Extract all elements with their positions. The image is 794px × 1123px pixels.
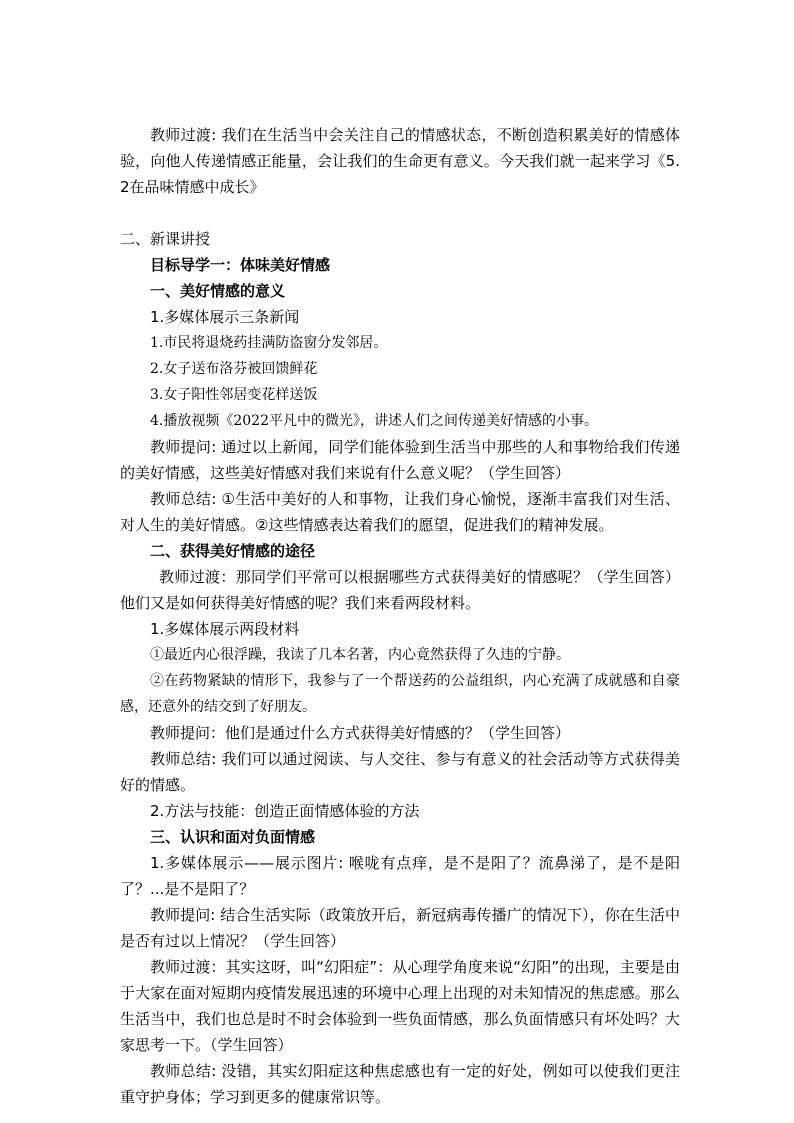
teacher-question-3: 教师提问: 结合生活实际（政策放开后，新冠病毒传播广的情况下），你在生活中是否有过以上情况？（学生回答） — [120, 906, 680, 950]
news-item-2: 2.女子送布洛芬被回馈鲜花 — [150, 361, 318, 377]
teacher-question-2: 教师提问：他们是通过什么方式获得美好情感的？（学生回答） — [150, 724, 571, 742]
multimedia-news-item: 1.多媒体展示三条新闻 — [150, 308, 300, 326]
news-item-1: 1.市民将退烧药挂满防盗窗分发邻居。 — [150, 335, 388, 351]
teacher-question-1: 教师提问: 通过以上新闻，同学们能体验到生活当中那些的人和事物给我们传递的美好情感，这些美好情感对我们来说有什么意义呢？（学生回答） — [120, 438, 680, 482]
material-1: ①最近内心很浮躁，我读了几本名著，内心竟然获得了久违的宁静。 — [150, 647, 570, 663]
teacher-transition-3: 教师过渡：其实这呀，叫“幻阳症”：从心理学角度来说“幻阳”的出现，主要是由于大家在面对短期内疫情发展迅速的环境中心理上出现的对未知情况的焦虑感。那么生活当中，我们也总是时不时会体验到一些负面情感，那么负面情感只有坏处吗？大家思考一下。（学生回答） — [120, 958, 680, 1054]
subheading-meaning: 一、美好情感的意义 — [150, 282, 286, 300]
top-margin — [120, 0, 680, 122]
news-item-3: 3.女子阳性邻居变花样送饭 — [150, 387, 318, 403]
multimedia-materials-item: 1.多媒体展示两段材料 — [150, 620, 300, 638]
teacher-summary-2: 教师总结: 我们可以通过阅读、与人交往、参与有意义的社会活动等方式获得美好的情感。 — [120, 750, 680, 794]
teacher-transition-intro: 教师过渡: 我们在生活当中会关注自己的情感状态，不断创造积累美好的情感体验，向他人传递情感正能量，会让我们的生命更有意义。今天我们就一起来学习《5.2在品味情感中成长》 — [120, 126, 680, 196]
multimedia-images-item: 1.多媒体展示——展示图片: 喉咙有点痒，是不是阳了？流鼻涕了，是不是阳了？...是不是阳了？ — [120, 854, 680, 898]
subheading-negative: 三、认识和面对负面情感 — [150, 828, 316, 846]
blank-line — [120, 200, 680, 226]
teacher-transition-2: 教师过渡：那同学们平常可以根据哪些方式获得美好的情感呢？（学生回答）他们又是如何获得美好情感的呢？我们来看两段材料。 — [120, 568, 680, 612]
subheading-ways: 二、获得美好情感的途径 — [150, 542, 316, 560]
teacher-summary-3: 教师总结: 没错，其实幻阳症这种焦虑感也有一定的好处，例如可以使我们更注重守护身体；学习到更多的健康常识等。 — [120, 1062, 680, 1106]
section-heading-new-lesson: 二、新课讲授 — [120, 230, 211, 248]
news-item-4: 4.播放视频《2022平凡中的微光》，讲述人们之间传递美好情感的小事。 — [150, 413, 598, 429]
document-page — [120, 0, 680, 1110]
methods-skills-item: 2.方法与技能：创造正面情感体验的方法 — [150, 802, 420, 820]
material-2: ②在药物紧缺的情形下，我参与了一个帮送药的公益组织，内心充满了成就感和自豪感，还意外的结交到了好朋友。 — [120, 673, 680, 715]
teacher-summary-1: 教师总结: ①生活中美好的人和事物，让我们身心愉悦，逐渐丰富我们对生活、对人生的美好情感。②这些情感表达着我们的愿望，促进我们的精神发展。 — [120, 490, 680, 534]
goal-guide-heading: 目标导学一：体味美好情感 — [150, 256, 331, 274]
